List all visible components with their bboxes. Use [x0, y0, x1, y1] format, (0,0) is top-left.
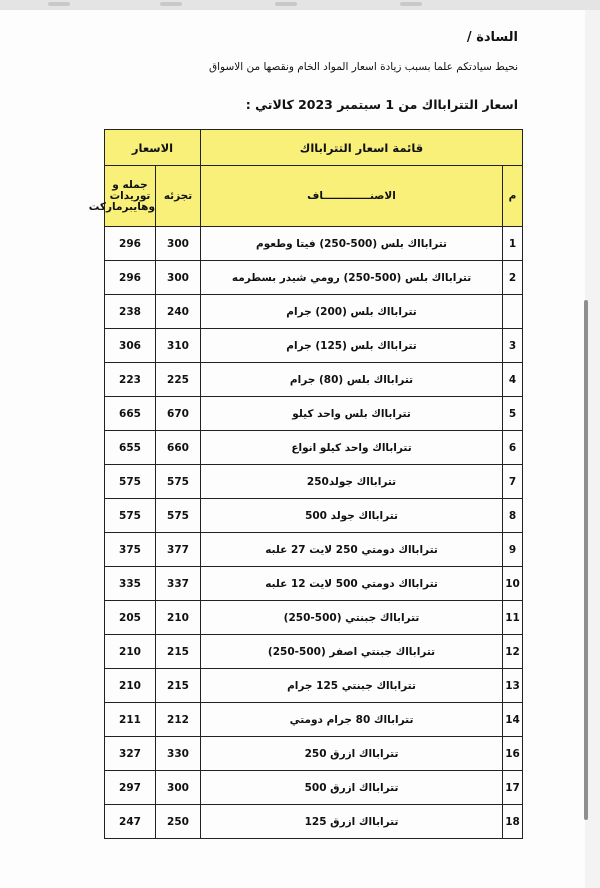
cropped-text-mark [275, 2, 297, 6]
table-row [105, 771, 523, 805]
table-header-row [105, 130, 523, 166]
column-header-row [105, 166, 523, 227]
retail-price-cell: 250 [156, 805, 201, 839]
item-name-cell: تترابااك بلس (500-250) فيتا وطعوم [201, 227, 503, 261]
wholesale-price-cell: 665 [105, 397, 156, 431]
salutation: السادة / [466, 30, 518, 45]
table-row [105, 295, 523, 329]
retail-price-cell: 240 [156, 295, 201, 329]
page-edge-shadow [584, 300, 588, 820]
table-row [105, 567, 523, 601]
item-name-cell: تترابااك واحد كيلو انواع [201, 431, 503, 465]
wholesale-price-cell: 575 [105, 499, 156, 533]
row-index-cell: 7 [503, 465, 523, 499]
wholesale-price-cell: 327 [105, 737, 156, 771]
retail-price-cell: 310 [156, 329, 201, 363]
retail-price-cell: 337 [156, 567, 201, 601]
item-name-cell: تترابااك بلس (500-250) رومي شيدر بسطرمه [201, 261, 503, 295]
row-index-cell [503, 295, 523, 329]
wholesale-price-cell: 296 [105, 261, 156, 295]
table-row [105, 329, 523, 363]
price-heading: اسعار التترابااك من 1 سبتمبر 2023 كالاتي : [245, 97, 518, 112]
item-name-cell: تترابااك جبنتي (500-250) [201, 601, 503, 635]
row-index-cell: 1 [503, 227, 523, 261]
table-row [105, 465, 523, 499]
item-name-cell: تترابااك ازرق 500 [201, 771, 503, 805]
item-name-cell: تترابااك جبنتي 125 جرام [201, 669, 503, 703]
prices-header: الاسعار [105, 130, 201, 166]
table-row [105, 703, 523, 737]
row-index-cell: 17 [503, 771, 523, 805]
wholesale-price-cell: 238 [105, 295, 156, 329]
wholesale-price-cell: 306 [105, 329, 156, 363]
top-edge-strip [0, 0, 600, 10]
row-index-cell: 9 [503, 533, 523, 567]
table-row [105, 363, 523, 397]
wholesale-price-cell: 210 [105, 669, 156, 703]
table-row [105, 601, 523, 635]
wholesale-price-cell: 575 [105, 465, 156, 499]
price-table [88, 129, 523, 839]
wholesale-price-cell: 655 [105, 431, 156, 465]
table-row [105, 635, 523, 669]
item-name-cell: تترابااك ازرق 250 [201, 737, 503, 771]
row-index-cell: 6 [503, 431, 523, 465]
wholesale-header: جمله و توريدات وهايبرماركت [105, 166, 156, 227]
retail-price-cell: 575 [156, 465, 201, 499]
table-row [105, 499, 523, 533]
row-index-cell: 13 [503, 669, 523, 703]
row-index-cell: 10 [503, 567, 523, 601]
retail-price-cell: 300 [156, 771, 201, 805]
retail-price-cell: 215 [156, 669, 201, 703]
wholesale-price-cell: 223 [105, 363, 156, 397]
table-title: قائمة اسعار التترابااك [201, 130, 523, 166]
item-name-cell: تترابااك جبنتي اصفر (500-250) [201, 635, 503, 669]
wholesale-price-cell: 205 [105, 601, 156, 635]
item-name-cell: تترابااك دومتي 250 لايت 27 علبه [201, 533, 503, 567]
retail-price-cell: 215 [156, 635, 201, 669]
retail-price-cell: 300 [156, 261, 201, 295]
table-row [105, 431, 523, 465]
table-row [105, 669, 523, 703]
table-row [105, 737, 523, 771]
table-row [105, 397, 523, 431]
item-name-cell: تترابااك بلس (200) جرام [201, 295, 503, 329]
category-header: الاصنـــــــــــــاف [201, 166, 503, 227]
row-index-cell: 5 [503, 397, 523, 431]
intro-text: نحيط سيادتكم علما بسبب زيادة اسعار المواد الخام ونقصها من الاسواق [208, 61, 518, 73]
table-row [105, 227, 523, 261]
item-name-cell: تترابااك بلس واحد كيلو [201, 397, 503, 431]
row-index-cell: 18 [503, 805, 523, 839]
retail-price-cell: 225 [156, 363, 201, 397]
retail-price-cell: 575 [156, 499, 201, 533]
retail-price-cell: 670 [156, 397, 201, 431]
item-name-cell: تترابااك 80 جرام دومتي [201, 703, 503, 737]
item-name-cell: تترابااك جولد 500 [201, 499, 503, 533]
wholesale-price-cell: 247 [105, 805, 156, 839]
row-index-cell: 4 [503, 363, 523, 397]
retail-price-cell: 212 [156, 703, 201, 737]
retail-price-cell: 377 [156, 533, 201, 567]
index-header: م [503, 166, 523, 227]
wholesale-price-cell: 375 [105, 533, 156, 567]
table-row [105, 261, 523, 295]
wholesale-price-cell: 211 [105, 703, 156, 737]
retail-price-cell: 210 [156, 601, 201, 635]
item-name-cell: تترابااك بلس (125) جرام [201, 329, 503, 363]
row-index-cell: 8 [503, 499, 523, 533]
table-row [105, 533, 523, 567]
item-name-cell: تترابااك جولد250 [201, 465, 503, 499]
retail-price-cell: 660 [156, 431, 201, 465]
retail-header: تجزئه [156, 166, 201, 227]
retail-price-cell: 330 [156, 737, 201, 771]
row-index-cell: 2 [503, 261, 523, 295]
wholesale-price-cell: 297 [105, 771, 156, 805]
cropped-text-mark [400, 2, 422, 6]
retail-price-cell: 300 [156, 227, 201, 261]
cropped-text-mark [48, 2, 70, 6]
wholesale-price-cell: 335 [105, 567, 156, 601]
table-row [105, 805, 523, 839]
item-name-cell: تترابااك بلس (80) جرام [201, 363, 503, 397]
item-name-cell: تترابااك دومتي 500 لايت 12 علبه [201, 567, 503, 601]
wholesale-price-cell: 210 [105, 635, 156, 669]
row-index-cell: 14 [503, 703, 523, 737]
row-index-cell: 11 [503, 601, 523, 635]
item-name-cell: تترابااك ازرق 125 [201, 805, 503, 839]
row-index-cell: 12 [503, 635, 523, 669]
cropped-text-mark [160, 2, 182, 6]
row-index-cell: 16 [503, 737, 523, 771]
row-index-cell: 3 [503, 329, 523, 363]
wholesale-price-cell: 296 [105, 227, 156, 261]
